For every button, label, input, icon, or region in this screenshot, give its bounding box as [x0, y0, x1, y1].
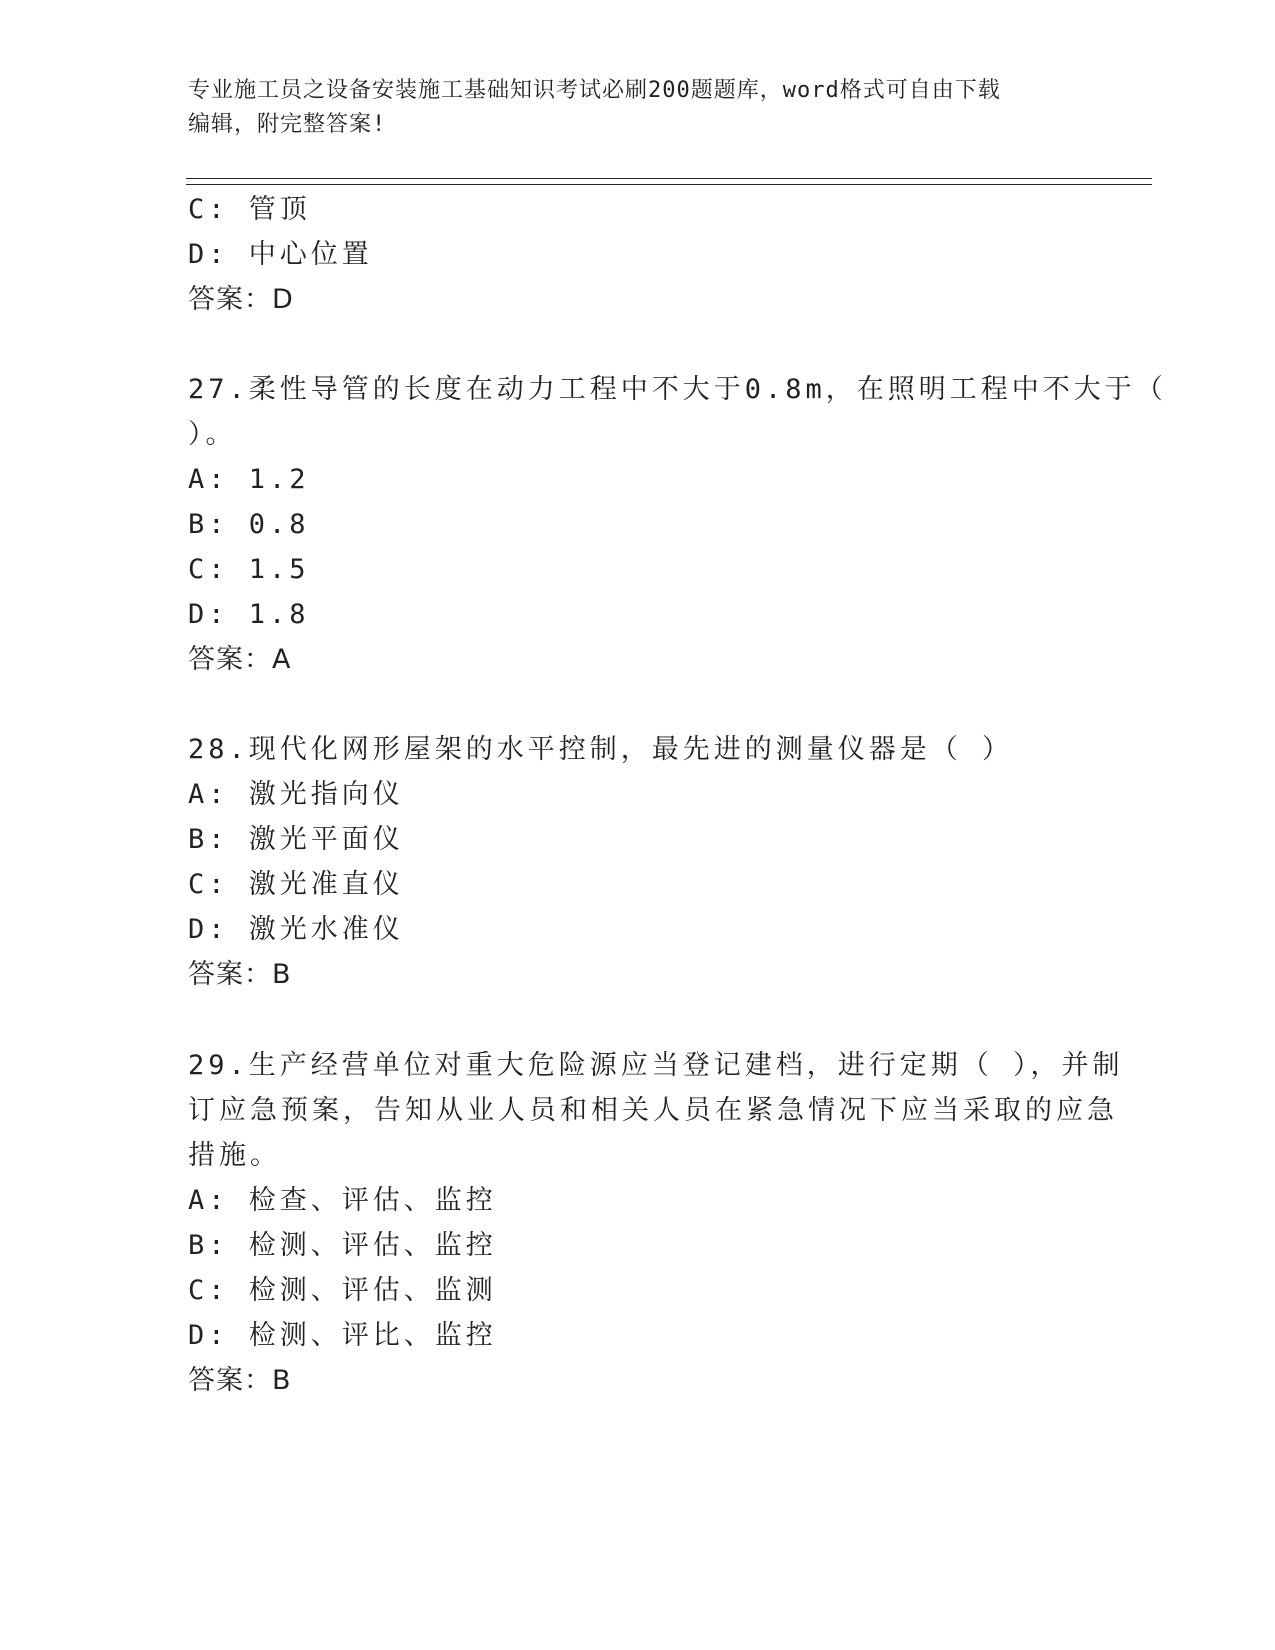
- option-c: C: 管顶: [188, 194, 311, 225]
- question-28-option-d: D: 激光水准仪: [188, 914, 404, 945]
- question-27-option-a: A: 1.2: [188, 464, 310, 495]
- question-27-line-2: ）。: [188, 419, 237, 450]
- question-28-option-c: C: 激光准直仪: [188, 869, 404, 900]
- question-29-option-b: B: 检测、评估、监控: [188, 1230, 497, 1261]
- question-29-line-1: 29.生产经营单位对重大危险源应当登记建档，进行定期（ ），并制: [188, 1050, 1124, 1081]
- question-27-option-d: D: 1.8: [188, 599, 310, 630]
- question-27-option-b: B: 0.8: [188, 509, 310, 540]
- question-29-line-2: 订应急预案，告知从业人员和相关人员在紧急情况下应当采取的应急: [188, 1095, 1118, 1126]
- question-29-answer: 答案：B: [188, 1365, 292, 1396]
- header-line-1: 专业施工员之设备安装施工基础知识考试必刷200题题库，word格式可自由下载: [188, 78, 1001, 103]
- question-29-line-3: 措施。: [188, 1140, 281, 1171]
- question-29-option-c: C: 检测、评估、监测: [188, 1275, 497, 1306]
- question-29-option-d: D: 检测、评比、监控: [188, 1320, 497, 1351]
- question-29-option-a: A: 检查、评估、监控: [188, 1185, 497, 1216]
- answer-line: 答案：D: [188, 284, 294, 315]
- header-rule-bottom: [186, 184, 1152, 185]
- question-27-answer: 答案：A: [188, 644, 292, 675]
- question-28-option-a: A: 激光指向仪: [188, 779, 404, 810]
- header-line-2: 编辑，附完整答案!: [188, 112, 387, 137]
- question-28-line-1: 28.现代化网形屋架的水平控制，最先进的测量仪器是（ ）: [188, 734, 1014, 765]
- question-28-option-b: B: 激光平面仪: [188, 824, 404, 855]
- header-rule-top: [186, 178, 1152, 179]
- question-28-answer: 答案：B: [188, 959, 292, 990]
- question-27-line-1: 27.柔性导管的长度在动力工程中不大于0.8m，在照明工程中不大于（: [188, 374, 1167, 405]
- document-header: [188, 74, 1078, 142]
- question-27-option-c: C: 1.5: [188, 554, 310, 585]
- option-d: D: 中心位置: [188, 239, 373, 270]
